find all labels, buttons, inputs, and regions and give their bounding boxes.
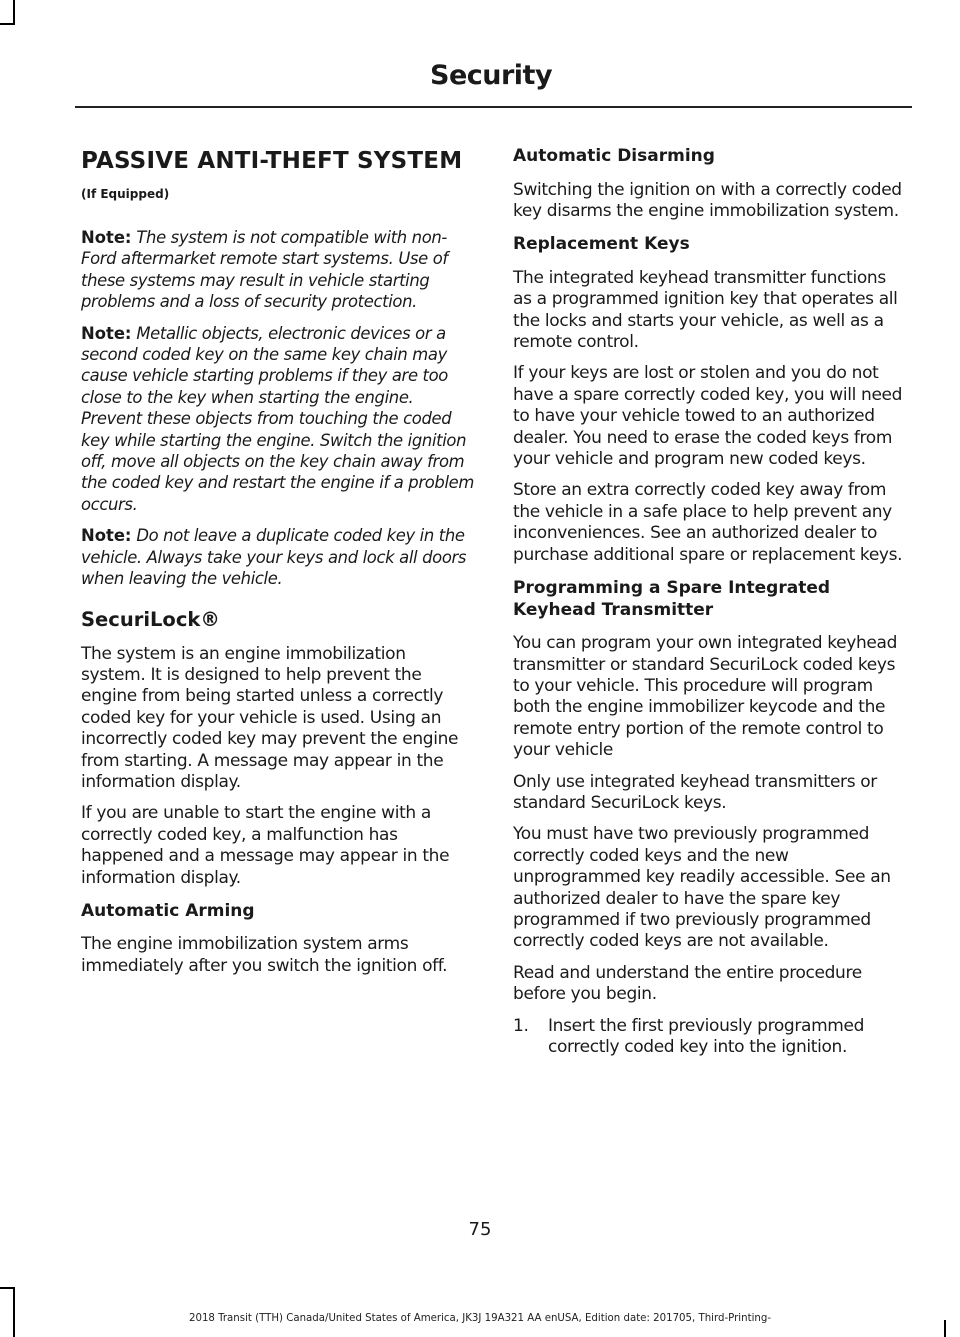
note-paragraph: [81, 525, 475, 589]
note-text: Do not leave a duplicate coded key in the vehicle. Always take your keys and lock all doors when leaving the vehicle.: [81, 526, 467, 589]
body-paragraph: If you are unable to start the engine with a correctly coded key, a malfunction has happened and a message may appear in the information display.: [81, 803, 450, 888]
step-text: Insert the first previously programmed correctly coded key into the ignition.: [548, 1015, 865, 1057]
section-title-text: PASSIVE ANTI-THEFT SYSTEM: [81, 148, 463, 174]
automatic-arming-heading: Automatic Arming: [81, 900, 255, 921]
section-qualifier: (If Equipped): [81, 187, 170, 201]
crop-mark-top-left-v: [13, 0, 15, 24]
right-column: [513, 146, 907, 1068]
body-paragraph: Read and understand the entire procedure before you begin.: [513, 962, 862, 1005]
body-paragraph: You can program your own integrated keyhead transmitter or standard SecuriLock coded keys to your vehicle. This procedure will program both the engine immobilizer keycode and the remote entry portion of the remote control to your vehicle: [513, 633, 898, 761]
crop-mark-bottom-left-h: [0, 1287, 15, 1289]
securilock-heading: SecuriLock®: [81, 607, 220, 631]
header-divider: [75, 106, 912, 108]
replacement-keys-heading: Replacement Keys: [513, 234, 690, 255]
note-text: Metallic objects, electronic devices or a second coded key on the same key chain may cause vehicle starting problems if they are too close to the key when starting the engine. Prevent these objects from touching the coded key while starting the engine. Switch the ignition off, move all objects on the key chain away from the coded key and restart the engine if a problem occurs.: [81, 323, 475, 514]
body-paragraph: The system is an engine immobilization system. It is designed to help prevent the engine from being started unless a correctly coded key for your vehicle is used. Using an incorrectly coded key may prevent the engine from starting. A message may appear in the information display.: [81, 643, 459, 792]
body-paragraph: Only use integrated keyhead transmitters or standard SecuriLock keys.: [513, 771, 877, 813]
footer-edition-info: 2018 Transit (TTH) Canada/United States of America, JK3J 19A321 AA enUSA, Edition date: 201705, Third-Printing-: [188, 1313, 772, 1324]
crop-mark-top-left-h: [0, 23, 15, 25]
section-title: [81, 146, 475, 209]
page-number: 75: [468, 1219, 492, 1240]
crop-mark-bottom-left-v: [13, 1287, 15, 1337]
body-paragraph: If your keys are lost or stolen and you do not have a spare correctly coded key, you will need to have your vehicle towed to an authorized dealer. You need to erase the coded keys from your vehicle and program new coded keys.: [513, 363, 903, 470]
note-paragraph: [81, 323, 475, 516]
programming-heading: Programming a Spare Integrated Keyhead Transmitter: [513, 578, 831, 620]
page-title: Security: [430, 60, 553, 91]
left-column: [81, 146, 475, 987]
note-paragraph: [81, 227, 475, 313]
note-label: Note:: [81, 526, 132, 546]
body-paragraph: The integrated keyhead transmitter functions as a programmed ignition key that operates all the locks and starts your vehicle, as well as a remote control.: [513, 267, 898, 353]
procedure-step: [513, 1016, 907, 1059]
step-number: 1.: [513, 1015, 529, 1036]
body-paragraph: You must have two previously programmed correctly coded keys and the new unprogrammed key readily accessible. See an authorized dealer to have the spare key programmed if two previously programmed correctly coded keys are not available.: [513, 824, 891, 952]
note-text: The system is not compatible with non-Ford aftermarket remote start systems. Use of these systems may result in vehicle starting problems and a loss of security protection.: [81, 228, 448, 312]
automatic-disarming-heading: Automatic Disarming: [513, 146, 715, 166]
body-paragraph: The engine immobilization system arms immediately after you switch the ignition off.: [81, 934, 448, 976]
body-paragraph: Switching the ignition on with a correctly coded key disarms the engine immobilization system.: [513, 179, 902, 221]
body-paragraph: Store an extra correctly coded key away from the vehicle in a safe place to help prevent any inconveniences. See an authorized dealer to purchase additional spare or replacement keys.: [513, 480, 903, 565]
note-label: Note:: [81, 323, 132, 343]
note-label: Note:: [81, 228, 132, 247]
